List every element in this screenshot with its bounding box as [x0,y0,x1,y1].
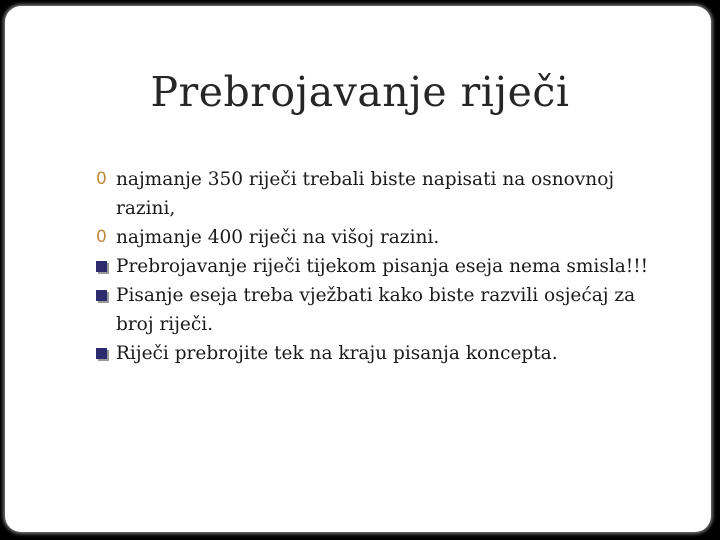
bullet-text: Pisanje eseja treba vježbati kako biste razvili osjećaj za broj riječi. [116,285,636,335]
bullet-item [96,252,676,281]
bullet-text: najmanje 400 riječi na višoj razini. [116,227,440,248]
slide-title: Prebrojavanje riječi [150,68,570,116]
bullet-text: Prebrojavanje riječi tijekom pisanja eseja nema smisla!!! [116,256,649,277]
square-bullet-icon [96,348,110,362]
bullet-item [96,165,676,223]
square-bullet-icon [96,261,110,275]
bullet-item [96,339,676,368]
bullet-text: najmanje 350 riječi trebali biste napisati na osnovnoj razini, [116,169,615,219]
bullet-text: Riječi prebrojite tek na kraju pisanja koncepta. [116,343,558,364]
zero-bullet-marker: 0 [96,169,107,189]
bullet-item [96,281,676,339]
bullet-item [96,223,676,252]
bullet-list [96,165,676,368]
square-bullet-icon [96,290,110,304]
zero-bullet-marker: 0 [96,227,107,247]
